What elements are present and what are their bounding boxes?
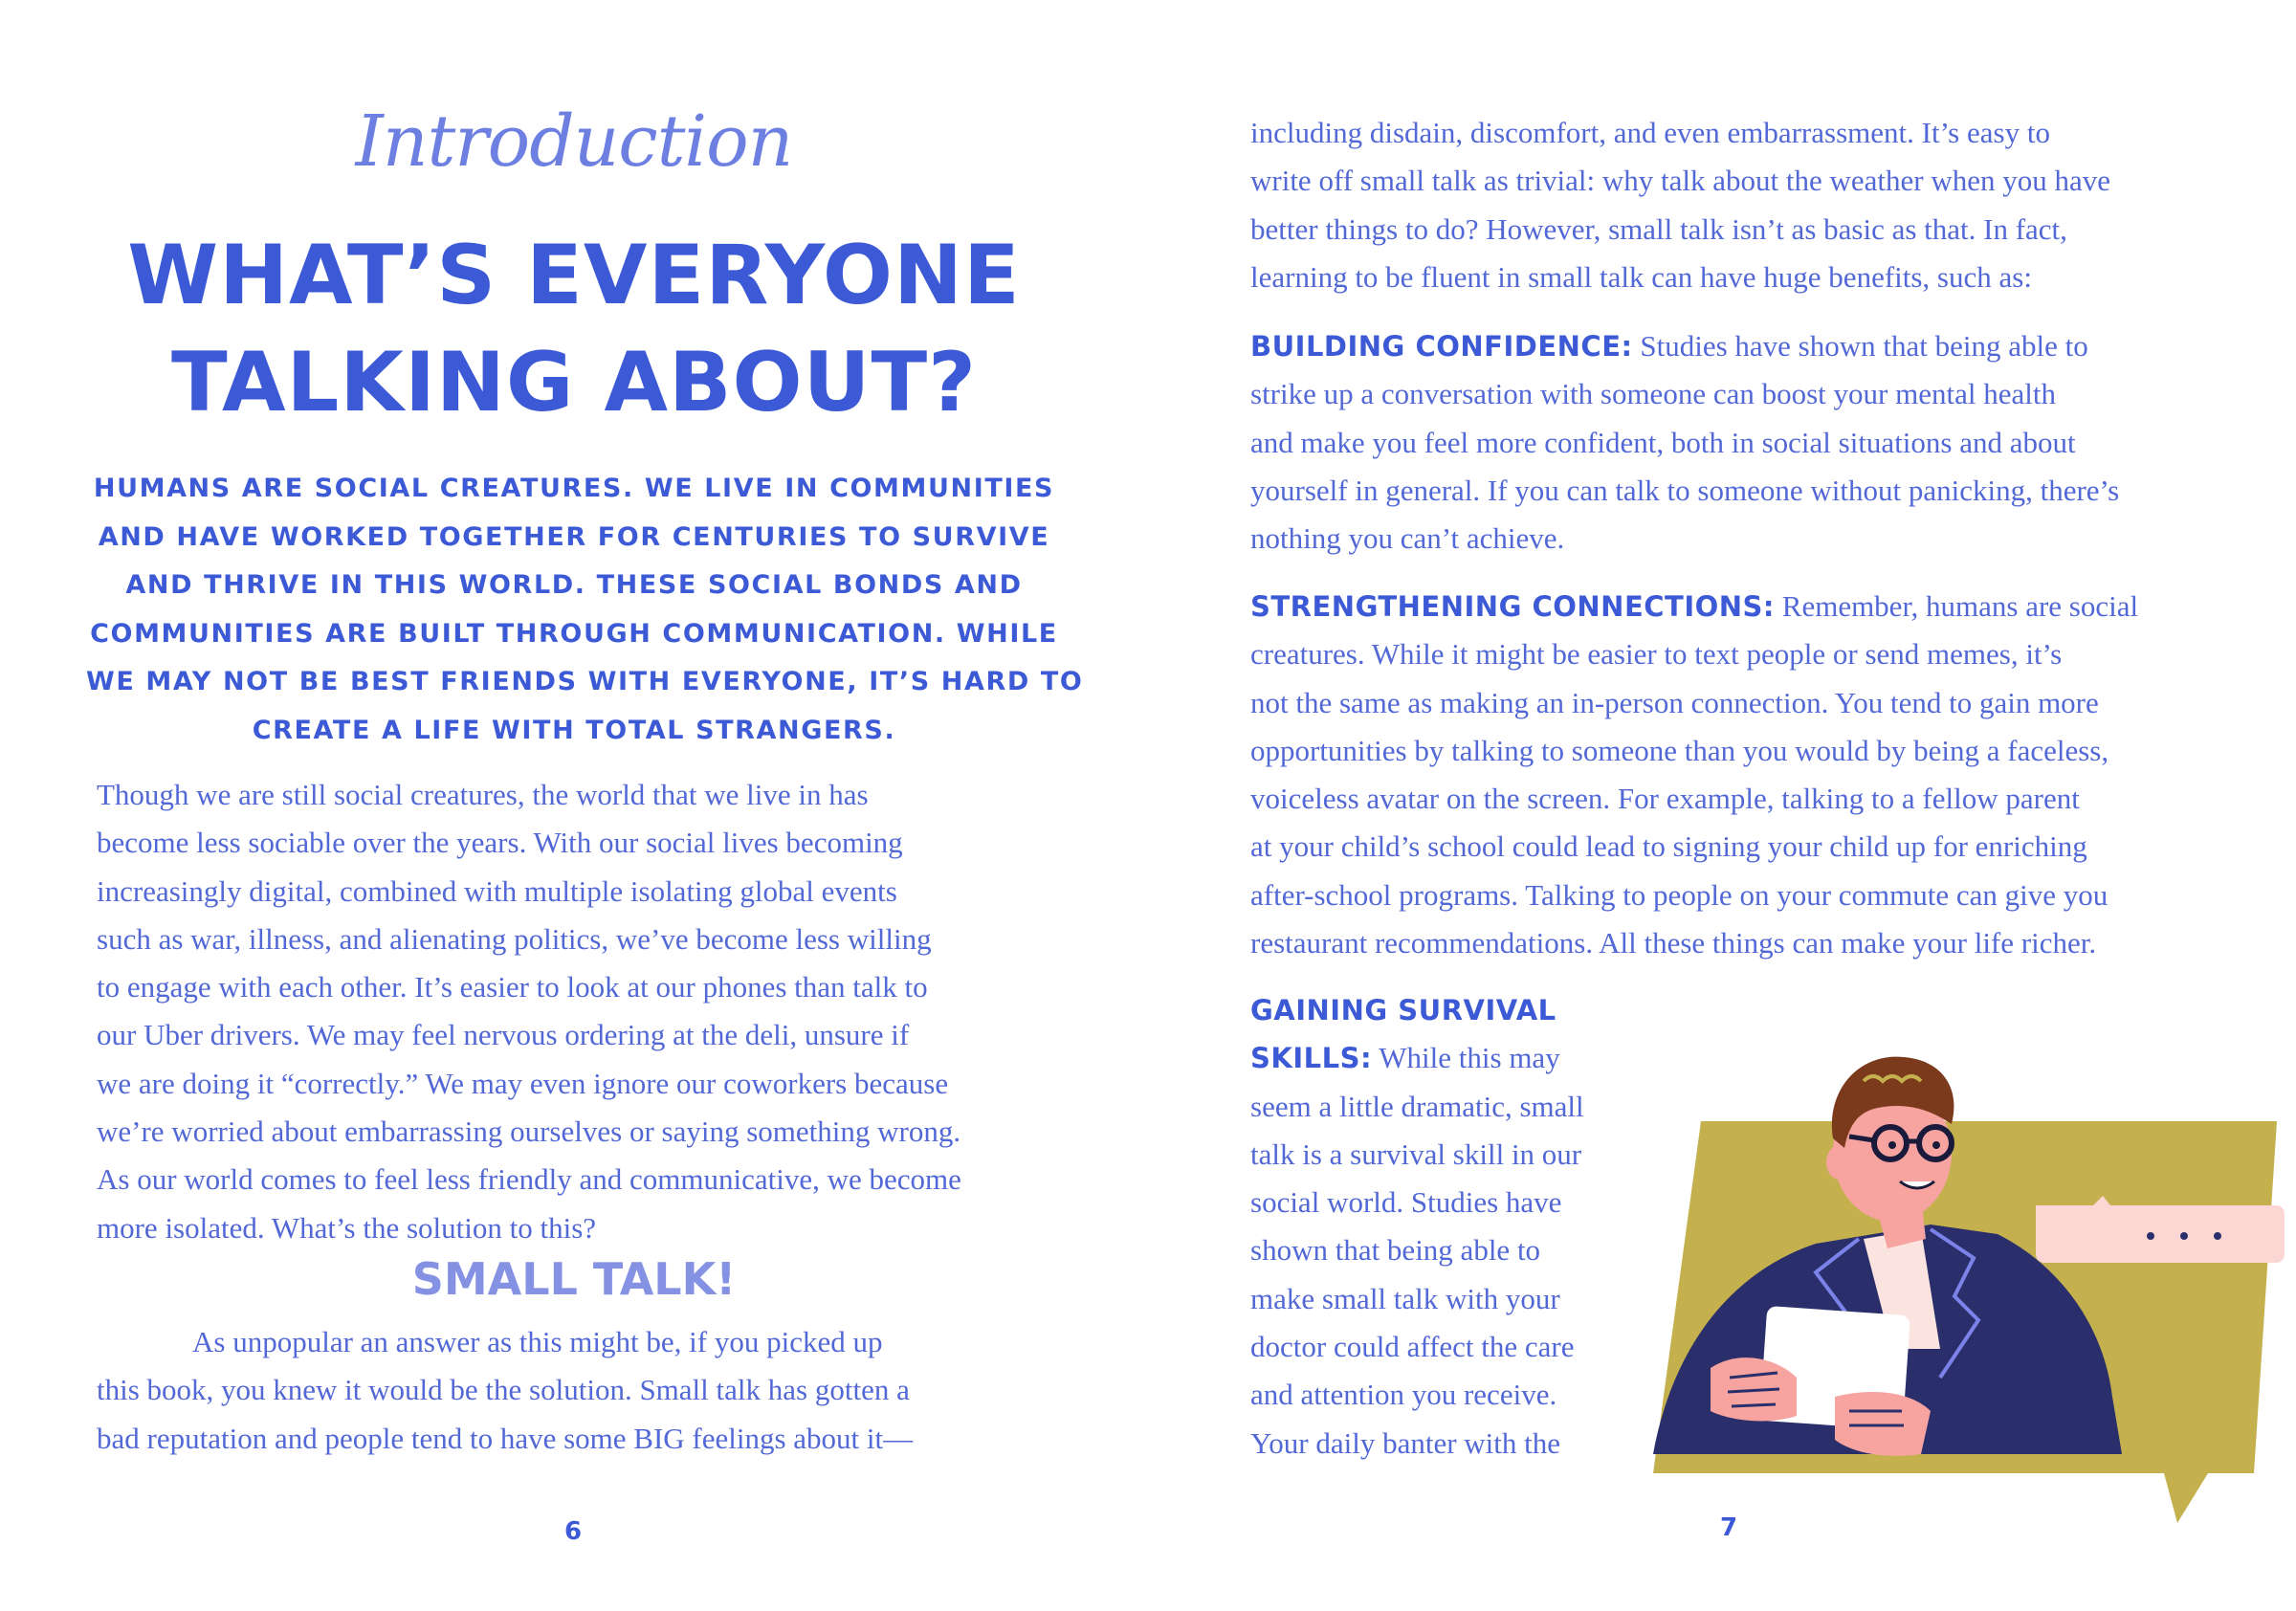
body-line: As unpopular an answer as this might be, if you picked up <box>192 1325 883 1358</box>
body-line: social world. Studies have <box>1250 1185 1562 1220</box>
body-line: Though we are still social creatures, the world that we live in has <box>97 778 869 811</box>
body-line: and attention you receive. <box>1250 1378 1557 1412</box>
ellipsis-dot <box>2214 1232 2221 1240</box>
body-line: learning to be fluent in small talk can have huge benefits, such as: <box>1250 259 2032 294</box>
page-number: 6 <box>564 1517 583 1546</box>
section-lead: GAINING SURVIVAL <box>1250 994 1556 1026</box>
body-line: voiceless avatar on the screen. For example, talking to a fellow parent <box>1250 782 2080 816</box>
body-line: yourself in general. If you can talk to someone without panicking, there’s <box>1250 473 2120 507</box>
page-number: 7 <box>1720 1513 1738 1542</box>
body-line: including disdain, discomfort, and even embarrassment. It’s easy to <box>1250 116 2050 149</box>
body-line: write off small talk as trivial: why talk about the weather when you have <box>1250 164 2111 198</box>
body-line: to engage with each other. It’s easier to look at our phones than talk to <box>97 970 928 1004</box>
eye <box>1888 1141 1896 1149</box>
ellipsis-dot <box>2180 1232 2188 1240</box>
right-page <box>1148 0 2296 1611</box>
body-text: While this may <box>1372 1041 1560 1075</box>
caps-line: AND HAVE WORKED TOGETHER FOR CENTURIES TO SURVIVE <box>98 521 1050 552</box>
intro-caps-paragraph <box>86 465 1084 755</box>
section-building-confidence <box>1250 322 2236 563</box>
body-line: become less sociable over the years. With our social lives becoming <box>97 826 903 860</box>
body-line: make small talk with your <box>1250 1281 1560 1315</box>
chapter-title <box>0 222 1148 436</box>
intro-continuation <box>1250 109 2236 301</box>
caps-line: AND THRIVE IN THIS WORLD. THESE SOCIAL BONDS AND <box>125 570 1023 600</box>
body-line: we are doing it “correctly.” We may even ignore our coworkers because <box>97 1066 949 1100</box>
body-paragraph-2 <box>97 1318 1053 1463</box>
eye <box>1932 1141 1940 1149</box>
body-line: strike up a conversation with someone can boost your mental health <box>1250 377 2056 411</box>
body-line: opportunities by talking to someone than you would by being a faceless, <box>1250 733 2109 767</box>
script-title: Introduction <box>355 100 793 183</box>
right-hand <box>1835 1392 1931 1456</box>
section-lead: BUILDING CONFIDENCE: <box>1250 330 1633 363</box>
man-with-tablet-illustration <box>1653 1033 2286 1531</box>
ellipsis-dot <box>2147 1232 2154 1240</box>
body-line: this book, you knew it would be the solution. Small talk has gotten a <box>97 1373 910 1407</box>
section-lead: STRENGTHENING CONNECTIONS: <box>1250 590 1776 623</box>
body-line: shown that being able to <box>1250 1233 1541 1268</box>
chapter-title-line: TALKING ABOUT? <box>170 335 978 430</box>
body-line: bad reputation and people tend to have some BIG feelings about it— <box>97 1421 914 1455</box>
body-paragraph <box>97 771 1053 1252</box>
caps-line: HUMANS ARE SOCIAL CREATURES. WE LIVE IN COMMUNITIES <box>93 474 1055 503</box>
body-line: doctor could affect the care <box>1250 1330 1575 1364</box>
body-line: after-school programs. Talking to people on your commute can give you <box>1250 877 2108 912</box>
body-line: Your daily banter with the <box>1250 1425 1561 1460</box>
section-gaining-survival-skills <box>1250 986 1652 1468</box>
section-strengthening-connections <box>1250 583 2236 967</box>
ear <box>1826 1145 1853 1180</box>
body-text: Studies have shown that being able to <box>1632 329 2088 363</box>
body-line: we’re worried about embarrassing ourselves or saying something wrong. <box>97 1114 961 1149</box>
small-talk-heading: SMALL TALK! <box>411 1253 737 1305</box>
body-line: increasingly digital, combined with multiple isolating global events <box>97 873 897 908</box>
body-line: nothing you can’t achieve. <box>1250 521 1565 556</box>
body-line: not the same as making an in-person connection. You tend to gain more <box>1250 685 2099 719</box>
body-line: As our world comes to feel less friendly and communicative, we become <box>97 1162 961 1197</box>
body-line: seem a little dramatic, small <box>1250 1089 1584 1123</box>
caps-line: WE MAY NOT BE BEST FRIENDS WITH EVERYONE, IT’S HARD TO <box>86 667 1084 696</box>
body-line: creatures. While it might be easier to text people or send memes, it’s <box>1250 637 2063 672</box>
caps-line: COMMUNITIES ARE BUILT THROUGH COMMUNICATION. WHILE <box>90 618 1058 649</box>
section-lead: SKILLS: <box>1250 1042 1373 1075</box>
body-line: more isolated. What’s the solution to this? <box>97 1210 597 1245</box>
body-line: talk is a survival skill in our <box>1250 1137 1582 1171</box>
body-line: at your child’s school could lead to signing your child up for enriching <box>1250 829 2087 864</box>
body-text: Remember, humans are social <box>1775 589 2139 623</box>
caps-line: CREATE A LIFE WITH TOTAL STRANGERS. <box>252 715 896 745</box>
small-speech-bubble <box>2036 1196 2285 1263</box>
body-line: restaurant recommendations. All these things can make your life richer. <box>1250 926 2097 960</box>
body-line: better things to do? However, small talk isn’t as basic as that. In fact, <box>1250 211 2067 246</box>
chapter-title-line: WHAT’S EVERYONE <box>127 228 1021 323</box>
body-line: such as war, illness, and alienating politics, we’ve become less willing <box>97 921 932 956</box>
body-line: our Uber drivers. We may feel nervous ordering at the deli, unsure if <box>97 1018 910 1052</box>
body-line: and make you feel more confident, both in social situations and about <box>1250 425 2076 459</box>
